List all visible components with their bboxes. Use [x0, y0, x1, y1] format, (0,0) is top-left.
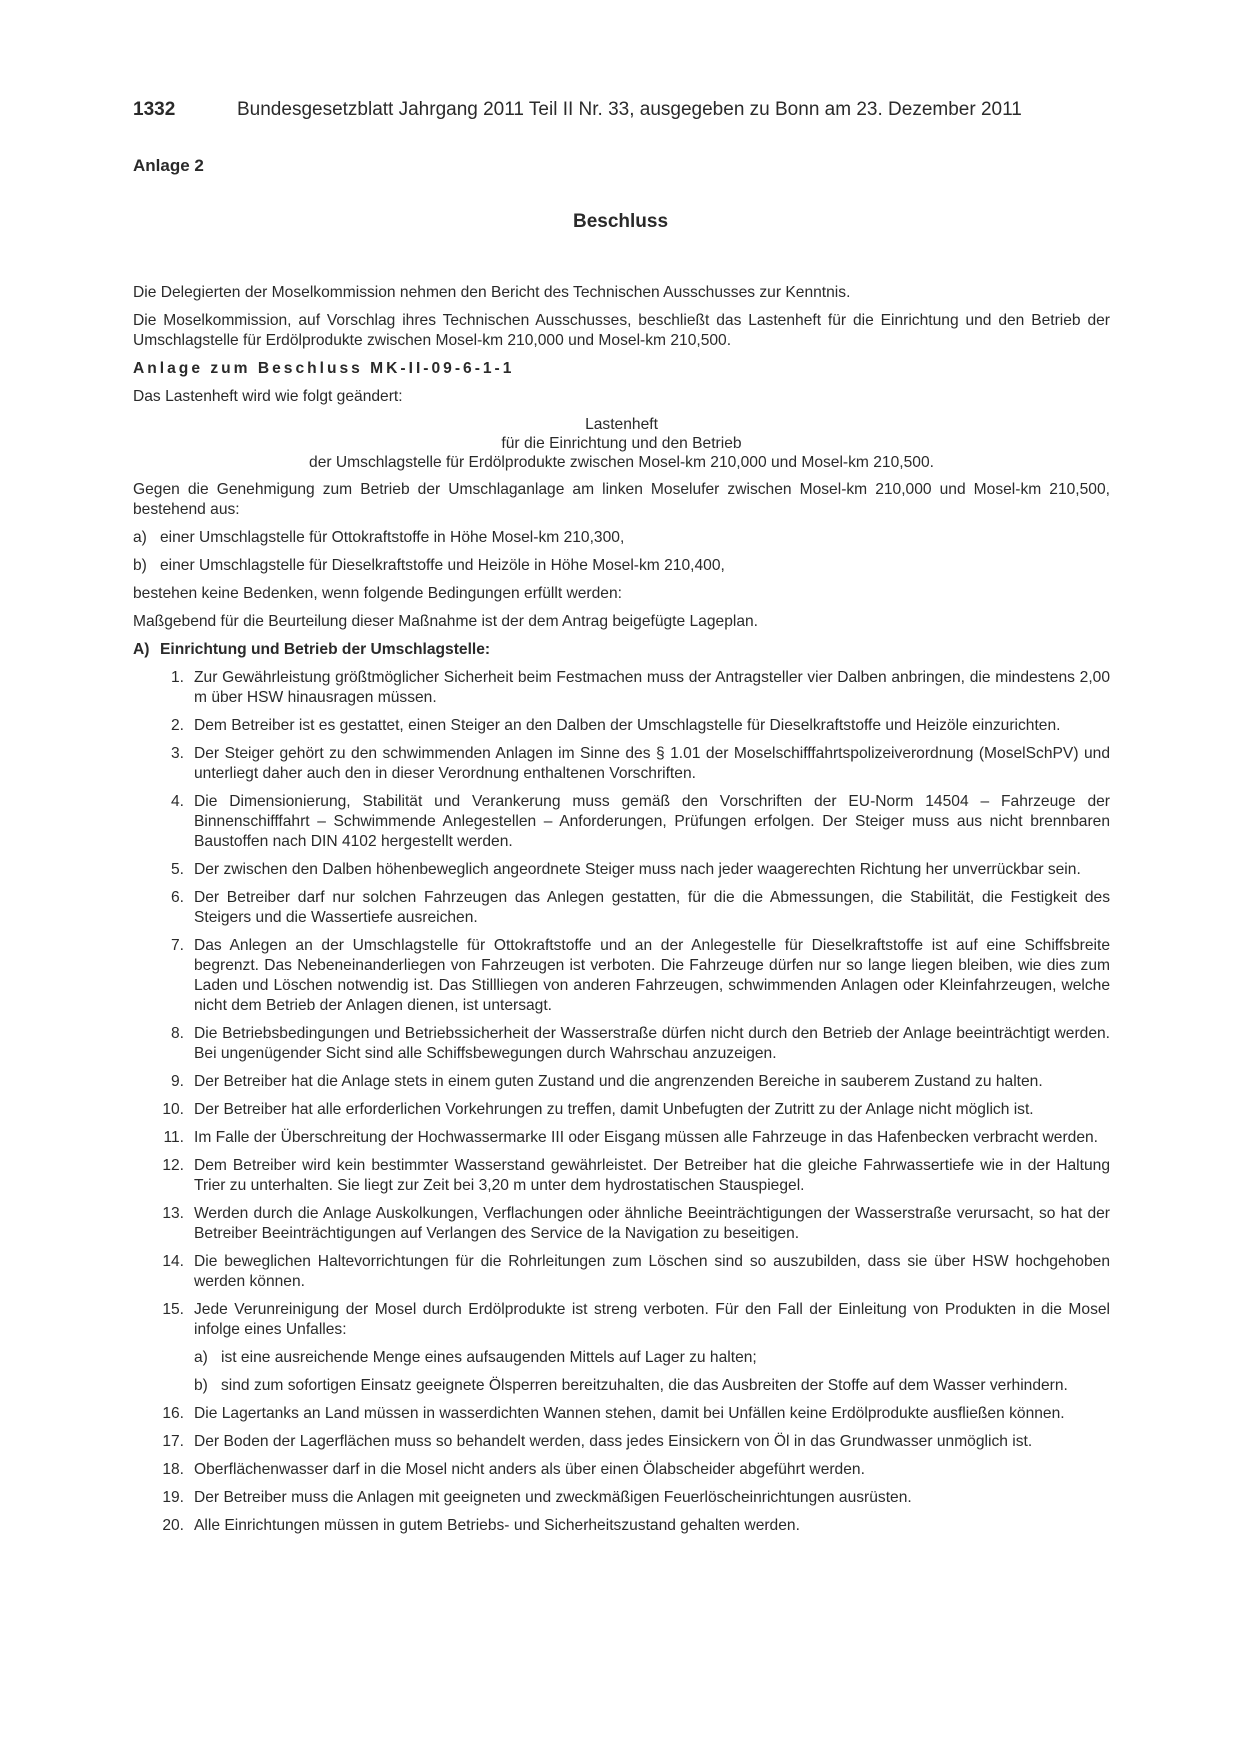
condition-item	[133, 1252, 1110, 1292]
intro-paragraph-1: Die Delegierten der Moselkommission nehmen den Bericht des Technischen Ausschusses zur Kenntnis.	[133, 284, 851, 301]
item-text: Die beweglichen Haltevorrichtungen für die Rohrleitungen zum Löschen sind so auszubilden, dass sie über HSW hochgehoben werden können.	[194, 1253, 1110, 1290]
item-number: 17.	[162, 1433, 184, 1450]
item-number: 12.	[162, 1157, 184, 1174]
section-a-heading	[133, 640, 1110, 660]
intro-paragraph-2: Die Moselkommission, auf Vorschlag ihres Technischen Ausschusses, beschließt das Lastenheft für die Einrichtung und den Betrieb der Umschlagstelle für Erdölprodukte zwischen Mosel-km 210,000 und Mosel-km 210,500.	[133, 312, 1110, 349]
condition-item	[133, 1460, 1110, 1480]
item-number: 8.	[170, 1025, 184, 1042]
item-number: 13.	[162, 1205, 184, 1222]
item-text: Die Dimensionierung, Stabilität und Verankerung muss gemäß den Vorschriften der EU-Norm 14504 – Fahrzeuge der Binnenschifffahrt – Schwimmende Anlegestellen – Anforderungen, Prüfungen erfolgen. Der Steiger muss aus nicht brennbaren Baustoffen nach DIN 4102 hergestellt werden.	[194, 793, 1110, 850]
item-number: 16.	[162, 1405, 184, 1422]
lastenheft-title-line: Lastenheft	[585, 416, 658, 433]
running-title: Bundesgesetzblatt Jahrgang 2011 Teil II Nr. 33, ausgegeben zu Bonn am 23. Dezember 2011	[237, 99, 1022, 120]
sub-item	[194, 1348, 1110, 1368]
item-text: Der Betreiber darf nur solchen Fahrzeugen das Anlegen gestatten, für die die Abmessungen, die Stabilität, die Festigkeit des Steigers und die Wassertiefe ausreichen.	[194, 889, 1110, 926]
lastenheft-title-line: der Umschlagstelle für Erdölprodukte zwischen Mosel-km 210,000 und Mosel-km 210,500.	[309, 454, 934, 471]
item-number: 11.	[163, 1129, 184, 1146]
annex-heading: Anlage zum Beschluss MK-II-09-6-1-1	[133, 360, 515, 377]
condition-item	[133, 1100, 1110, 1120]
condition-item	[133, 1300, 1110, 1396]
condition-line: bestehen keine Bedenken, wenn folgende Bedingungen erfüllt werden:	[133, 585, 622, 602]
item-text: Dem Betreiber wird kein bestimmter Wasserstand gewährleistet. Der Betreiber hat die gleiche Fahrwassertiefe wie in der Haltung Trier zu unterhalten. Sie liegt zur Zeit bei 3,20 m unter dem hydrostatischen Stauspiegel.	[194, 1157, 1110, 1194]
item-text: Der Betreiber hat die Anlage stets in einem guten Zustand und die angrenzenden Bereiche in sauberem Zustand zu halten.	[194, 1073, 1043, 1090]
sub-item-text: sind zum sofortigen Einsatz geeignete Ölsperren bereitzuhalten, die das Ausbreiten der Stoffe auf dem Wasser verhindern.	[221, 1377, 1068, 1394]
condition-item	[133, 1024, 1110, 1064]
item-text: Zur Gewährleistung größtmöglicher Sicherheit beim Festmachen muss der Antragsteller vier Dalben anbringen, die mindestens 2,00 m über HSW hinausragen müssen.	[194, 669, 1110, 706]
running-header	[133, 98, 1022, 122]
condition-item	[133, 936, 1110, 1016]
condition-item	[133, 888, 1110, 928]
item-text: Werden durch die Anlage Auskolkungen, Verflachungen oder ähnliche Beeinträchtigungen der Wasserstraße verursacht, so hat der Betreiber Beeinträchtigungen auf Verlangen des Service de la Navigation zu beseitigen.	[194, 1205, 1110, 1242]
component-text: einer Umschlagstelle für Dieselkraftstoffe und Heizöle in Höhe Mosel-km 210,400,	[160, 557, 725, 574]
component-text: einer Umschlagstelle für Ottokraftstoffe in Höhe Mosel-km 210,300,	[160, 529, 625, 546]
condition-item	[133, 744, 1110, 784]
item-text-block	[194, 1300, 1110, 1396]
item-number: 20.	[162, 1517, 184, 1534]
condition-item	[133, 716, 1110, 736]
component-item	[133, 528, 1110, 548]
item-number: 19.	[162, 1489, 184, 1506]
item-text: Das Anlegen an der Umschlagstelle für Ottokraftstoffe und an der Anlegestelle für Dieselkraftstoffe ist auf eine Schiffsbreite begrenzt. Das Nebeneinanderliegen von Fahrzeugen ist verboten. Die Fahrzeuge dürfen nur so lange liegen bleiben, wie dies zum Laden und Löschen notwendig ist. Das Stillliegen von anderen Fahrzeugen, schwimmenden Anlagen oder Kleinfahrzeugen, welche nicht dem Betrieb der Anlagen dienen, ist untersagt.	[194, 937, 1110, 1014]
sub-item-text: ist eine ausreichende Menge eines aufsaugenden Mittels auf Lager zu halten;	[221, 1349, 757, 1366]
page-number: 1332	[133, 99, 176, 120]
condition-item	[133, 668, 1110, 708]
document-title: Beschluss	[572, 211, 669, 232]
sub-item	[194, 1376, 1110, 1396]
section-marker: A)	[133, 641, 150, 658]
conditions-list	[133, 668, 1110, 1536]
condition-item	[133, 1488, 1110, 1508]
item-text: Der Steiger gehört zu den schwimmenden Anlagen im Sinne des § 1.01 der Moselschifffahrtspolizeiverordnung (MoselSchPV) und unterliegt daher auch den in dieser Verordnung enthaltenen Vorschriften.	[194, 745, 1110, 782]
item-number: 15.	[162, 1301, 184, 1318]
section-heading-text: Einrichtung und Betrieb der Umschlagstelle:	[160, 641, 491, 658]
item-text: Der Betreiber muss die Anlagen mit geeigneten und zweckmäßigen Feuerlöscheinrichtungen ausrüsten.	[194, 1489, 912, 1506]
approval-paragraph: Gegen die Genehmigung zum Betrieb der Umschlaganlage am linken Moselufer zwischen Mosel-km 210,000 und Mosel-km 210,500, bestehend aus:	[133, 481, 1110, 518]
item-text: Der Boden der Lagerflächen muss so behandelt werden, dass jedes Einsickern von Öl in das Grundwasser unmöglich ist.	[194, 1433, 1033, 1450]
item-number: 18.	[162, 1461, 184, 1478]
condition-item	[133, 792, 1110, 852]
item-text: Die Betriebsbedingungen und Betriebssicherheit der Wasserstraße dürfen nicht durch den Betrieb der Anlage beeinträchtigt werden. Bei ungenügender Sicht sind alle Schiffsbewegungen durch Wahrschau anzuzeigen.	[194, 1025, 1110, 1062]
component-marker: b)	[133, 557, 147, 574]
item-text: Die Lagertanks an Land müssen in wasserdichten Wannen stehen, damit bei Unfällen keine Erdölprodukte ausfließen können.	[194, 1405, 1065, 1422]
condition-item	[133, 860, 1110, 880]
item-number: 9.	[170, 1073, 184, 1090]
item-number: 10.	[162, 1101, 184, 1118]
plan-line: Maßgebend für die Beurteilung dieser Maßnahme ist der dem Antrag beigefügte Lageplan.	[133, 613, 759, 630]
document-body	[133, 283, 1110, 1544]
item-number: 7.	[170, 937, 184, 954]
condition-item	[133, 1516, 1110, 1536]
item-text: Alle Einrichtungen müssen in gutem Betriebs- und Sicherheitszustand gehalten werden.	[194, 1517, 800, 1534]
condition-item	[133, 1404, 1110, 1424]
lastenheft-title-line: für die Einrichtung und den Betrieb	[501, 435, 742, 452]
item-text: Der Betreiber hat alle erforderlichen Vorkehrungen zu treffen, damit Unbefugten der Zutritt zu der Anlage nicht möglich ist.	[194, 1101, 1034, 1118]
sub-item-marker: a)	[194, 1349, 208, 1366]
item-number: 2.	[170, 717, 184, 734]
item-number: 6.	[170, 889, 184, 906]
item-text: Jede Verunreinigung der Mosel durch Erdölprodukte ist streng verboten. Für den Fall der Einleitung von Produkten in die Mosel infolge eines Unfalles:	[194, 1301, 1110, 1338]
sub-item-marker: b)	[194, 1377, 208, 1394]
anlage-label: Anlage 2	[133, 156, 204, 175]
condition-item	[133, 1204, 1110, 1244]
component-marker: a)	[133, 529, 147, 546]
item-text: Der zwischen den Dalben höhenbeweglich angeordnete Steiger muss nach jeder waagerechten Richtung her unverrückbar sein.	[194, 861, 1081, 878]
item-text: Im Falle der Überschreitung der Hochwassermarke III oder Eisgang müssen alle Fahrzeuge in das Hafenbecken verbracht werden.	[194, 1129, 1099, 1146]
amend-line: Das Lastenheft wird wie folgt geändert:	[133, 388, 403, 405]
item-number: 14.	[162, 1253, 184, 1270]
item-number: 5.	[170, 861, 184, 878]
component-item	[133, 556, 1110, 576]
item-text: Dem Betreiber ist es gestattet, einen Steiger an den Dalben der Umschlagstelle für Dieselkraftstoffe und Heizöle einzurichten.	[194, 717, 1061, 734]
item-number: 1.	[170, 669, 184, 686]
item-text: Oberflächenwasser darf in die Mosel nicht anders als über einen Ölabscheider abgeführt werden.	[194, 1461, 865, 1478]
item-number: 4.	[170, 793, 184, 810]
condition-item	[133, 1128, 1110, 1148]
condition-item	[133, 1432, 1110, 1452]
item-number: 3.	[170, 745, 184, 762]
lastenheft-title	[133, 415, 1110, 472]
condition-item	[133, 1072, 1110, 1092]
condition-item	[133, 1156, 1110, 1196]
